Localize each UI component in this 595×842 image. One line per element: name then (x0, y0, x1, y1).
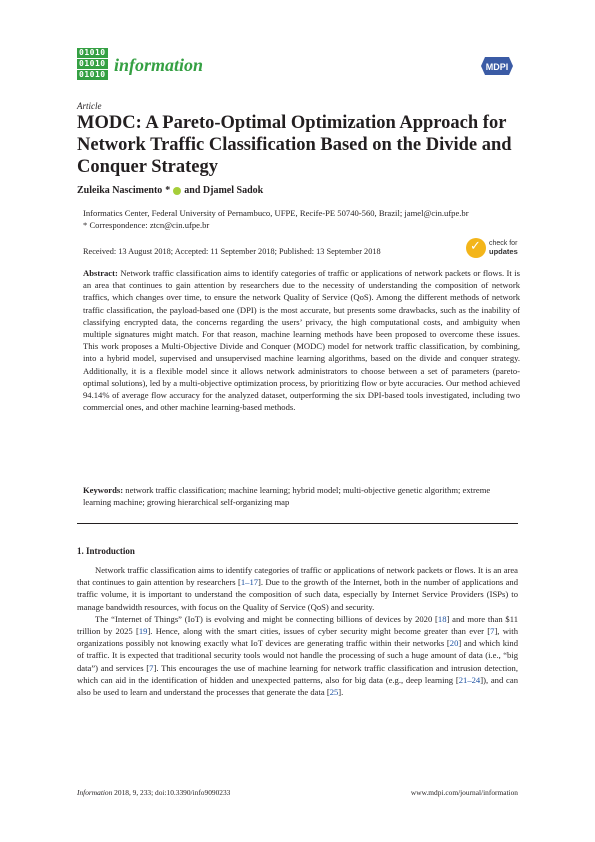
paragraph: Network traffic classification aims to identify categories of traffic or applications of network packets or flows. It is an area that continues to gain attention by researchers [1–17]. Due to the growth of the Internet, both in the number of applications and traffic volume, it is important to understand the composition of such data, especially by Internet Service Providers (ISPs) to manage bandwidth resources, with focus on the Quality of Service (QoS) and security. (77, 565, 518, 612)
publication-dates: Received: 13 August 2018; Accepted: 11 September 2018; Published: 13 September 2018 (83, 247, 381, 256)
correspondence: * Correspondence: ztcn@cin.ufpe.br (83, 220, 210, 230)
keywords-text: network traffic classification; machine learning; hybrid model; multi-objective genetic algorithm; extreme learning machine; growing hierarchical self-organizing map (83, 485, 491, 508)
mdpi-logo-icon (479, 55, 515, 77)
logo-bits-line: 01010 (79, 59, 106, 68)
journal-name: information (114, 55, 204, 75)
affiliation-block (83, 207, 523, 231)
article-title: MODC: A Pareto-Optimal Optimization Approach for Network Traffic Classification Based on the Divide and Conquer Strategy (77, 113, 512, 177)
citation-link[interactable]: 1–17 (240, 577, 259, 588)
citation-link[interactable]: 7 (490, 626, 495, 637)
author-list (77, 185, 263, 196)
section-heading: 1. Introduction (77, 546, 135, 556)
footer-citation (77, 788, 230, 797)
footer-citation-text: 2018, 9, 233; doi:10.3390/info9090233 (114, 788, 231, 797)
author-first[interactable]: Zuleika Nascimento (77, 185, 163, 196)
orcid-icon[interactable] (173, 187, 181, 195)
keywords (83, 484, 520, 508)
introduction-body (77, 564, 518, 698)
affiliation: Informatics Center, Federal University of Pernambuco, UFPE, Recife-PE 50740-560, Brazil; jamel@cin.ufpe.br (83, 208, 469, 218)
abstract (83, 267, 520, 413)
citation-link[interactable]: 25 (329, 687, 339, 698)
citation-link[interactable]: 7 (149, 662, 154, 673)
footer-url[interactable]: www.mdpi.com/journal/information (410, 788, 518, 797)
section-divider (77, 523, 518, 524)
keywords-label: Keywords: (83, 485, 124, 495)
publisher-label: MDPI (485, 62, 509, 72)
citation-link[interactable]: 18 (437, 613, 447, 624)
article-type: Article (77, 101, 102, 111)
citation-link[interactable]: 20 (449, 638, 459, 649)
abstract-label: Abstract: (83, 268, 118, 278)
citation-link[interactable]: 19 (138, 626, 148, 637)
journal-logo-bits (77, 48, 108, 81)
check-updates-line2: updates (489, 247, 518, 256)
paragraph: The “Internet of Things” (IoT) is evolving and might be connecting billions of devices by 2020 [18] and more than $11 trillion by 2025 [19]. Hence, along with the smart cities, issues of cyber security might become greater than ever [7], with organizations possibly not knowing exactly what IoT devices are generating traffic within their networks [20] and which kind of traffic. It is expected that traditional security tools would not handle the processing of such a huge amount of data (i.e., “big data”) and services [7]. This encourages the use of machine learning for network traffic classification and intrusion detection, which can aid in the identification of hidden and unexpected patterns, also for big data (e.g., deep learning [21–24]), and can also be used to learn and understand the processes that generate the data [25]. (77, 613, 519, 698)
check-updates-icon (466, 238, 486, 258)
footer-journal: Information (77, 788, 113, 797)
corresponding-marker: * (165, 185, 171, 196)
logo-bits-line: 01010 (79, 48, 106, 57)
logo-bits-line: 01010 (79, 70, 106, 79)
citation-link[interactable]: 21–24 (458, 674, 481, 685)
check-for-updates-badge[interactable] (466, 235, 526, 261)
abstract-text: Network traffic classification aims to identify categories of traffic or applications of network packets or flows. It is an area that continues to gain attention by researchers due to the necessity of understanding the composition of network traffics, which changes over time, to ensure the network Quality of Service (QoS). Among the different methods of network traffic classification, the payload-based one (DPI) is the most accurate, but presents some drawbacks, such as the inability of classifying encrypted data, the concerns regarding the users’ privacy, the high computational costs, and ambiguity when multiple signatures might match. For that reason, machine learning methods have been proposed to overcome these issues. This work proposes a Multi-Objective Divide and Conquer (MODC) model for network traffic classification, by combining, into a hybrid model, supervised and unsupervised machine learning algorithms, based on the divide and conquer strategy. Additionally, it is a flexible model since it allows network administrators to choose between a set of parameters (pareto-optimal solutions), led by a multi-objective optimization process, by prioritizing flow or byte accuracies. Our method achieved 94.14% of average flow accuracy for the analyzed dataset, outperforming the six DPI-based tools investigated, including two commercial ones, and other machine learning-based methods. (83, 268, 520, 413)
author-second[interactable]: and Djamel Sadok (184, 185, 264, 196)
check-updates-line1: check for (489, 240, 518, 247)
